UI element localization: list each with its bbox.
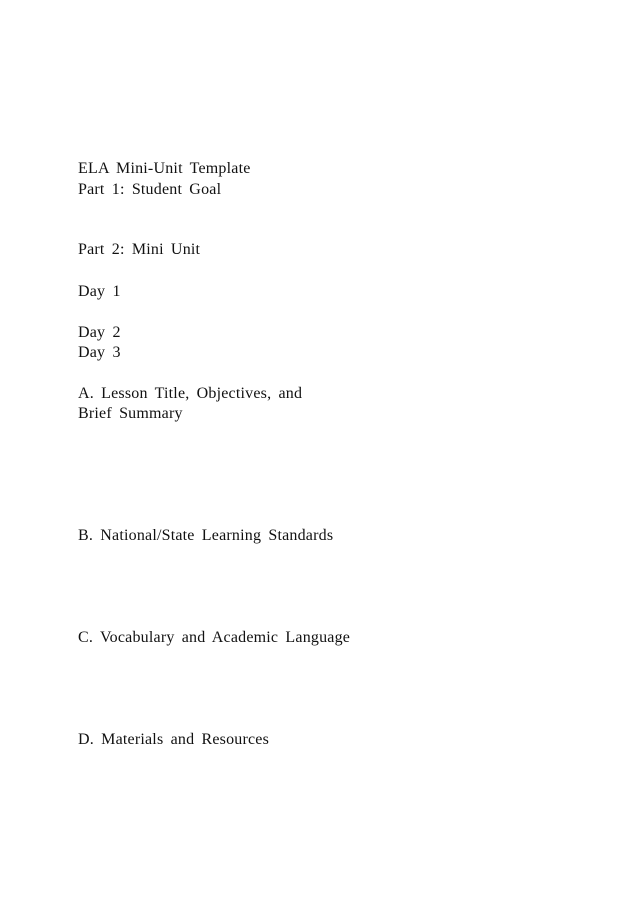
day-3-label: Day 3 bbox=[78, 344, 121, 361]
part-1-heading: Part 1: Student Goal bbox=[78, 181, 222, 198]
document-title: ELA Mini-Unit Template bbox=[78, 160, 251, 177]
section-a-heading-line-1: A. Lesson Title, Objectives, and bbox=[78, 385, 303, 402]
section-c-heading: C. Vocabulary and Academic Language bbox=[78, 629, 351, 646]
day-2-label: Day 2 bbox=[78, 324, 121, 341]
section-d-heading: D. Materials and Resources bbox=[78, 731, 270, 748]
section-b-heading: B. National/State Learning Standards bbox=[78, 527, 334, 544]
part-2-heading: Part 2: Mini Unit bbox=[78, 241, 201, 258]
day-1-label: Day 1 bbox=[78, 283, 121, 300]
section-a-heading-line-2: Brief Summary bbox=[78, 405, 183, 422]
